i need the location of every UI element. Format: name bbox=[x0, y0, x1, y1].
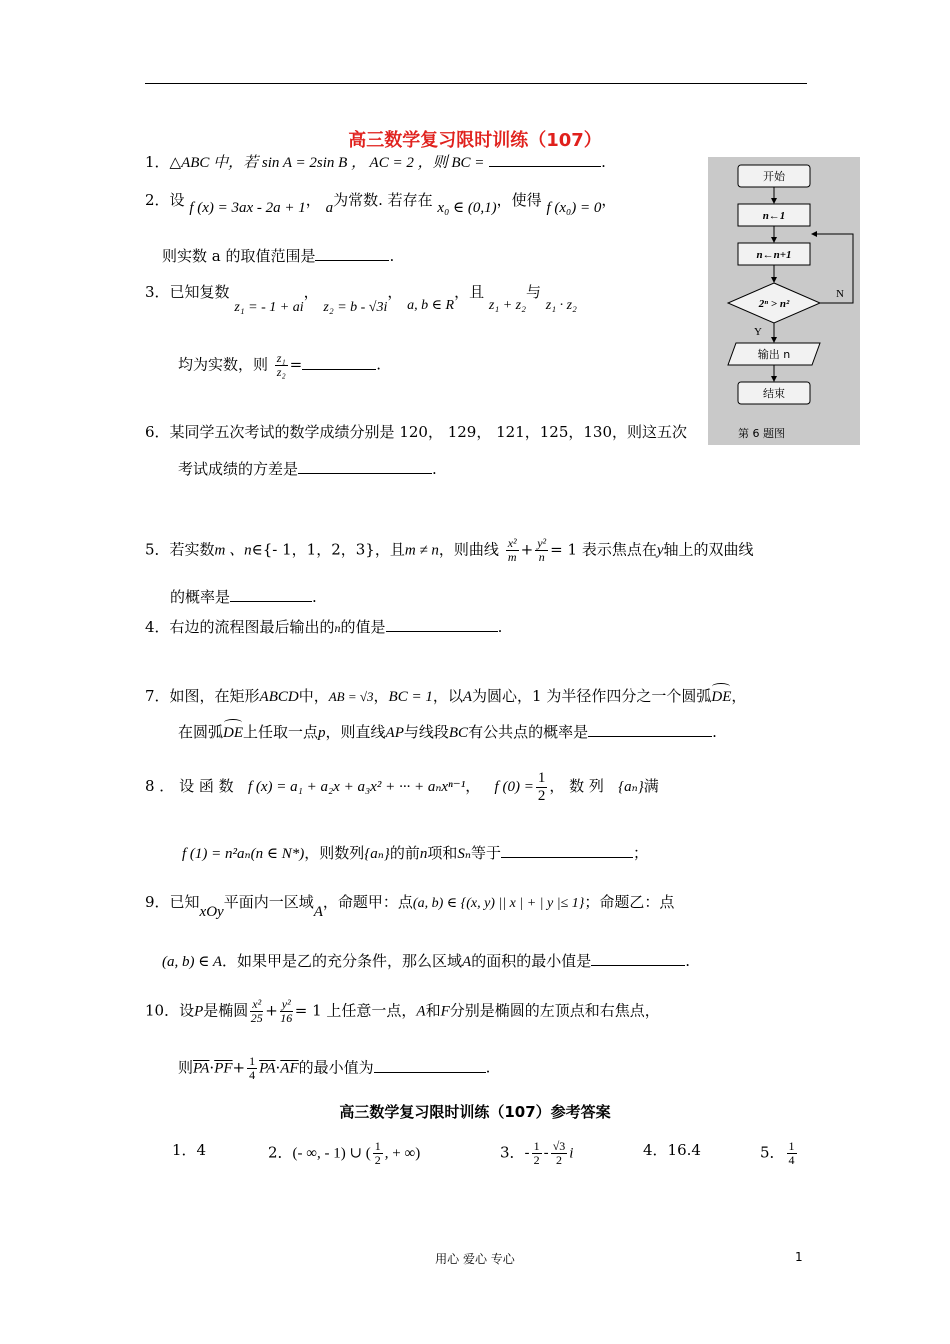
answer-2: 2．(- ∞, - 1) ∪ ( $\frac{1}{2}$ , + ∞) bbox=[268, 1139, 421, 1168]
question-3-line-2: 均为实数，则 $\frac{\text{z₁}}{\text{z₂}}$ = . bbox=[178, 351, 381, 380]
svg-text:开始: 开始 bbox=[763, 170, 785, 183]
question-3-line-1: 3．已知复数 z₁ = - 1 + ai， z₂ = b - √3i， a, b ∈ R，且 z₁ + z₂与 z₁ · z₂ bbox=[145, 283, 577, 315]
header-rule bbox=[145, 83, 807, 84]
page-number: 1 bbox=[795, 1250, 803, 1264]
question-5-line-1: 5．若实数m 、n∈{- 1，1，2，3}，且m ≠ n，则曲线 $\frac{\text{x²}}{m}$ + $\frac{\text{y²}}{n}$ = 1 表示焦点在y轴上的双曲线 bbox=[145, 536, 754, 565]
q3-with: 与 bbox=[525, 283, 541, 301]
question-7-line-1: 7．如图，在矩形ABCD中，AB = √3，BC = 1，以A为圆心，1 为半径作四分之一个圆弧DE， bbox=[145, 687, 747, 705]
q10-y-fraction: $\frac{\text{y²}}{16}$ bbox=[280, 997, 293, 1026]
q10-quarter: $\frac{1}{4}$ bbox=[249, 1054, 256, 1083]
q3-z1: z₁ = - 1 + ai bbox=[234, 300, 304, 315]
q2-function: f (x) = 3ax - 2a + 1 bbox=[189, 200, 306, 216]
q3-prod: z₁ · z₂ bbox=[545, 298, 577, 313]
q6-ask: 考试成绩的方差是 bbox=[178, 460, 299, 478]
question-6-line-2: 考试成绩的方差是 . bbox=[178, 460, 437, 478]
q2-x0: x₀ ∈ (0,1) bbox=[437, 200, 497, 216]
answer-3: 3．- $\frac{1}{2}$ - $\frac{√3}{2}$ i bbox=[500, 1139, 574, 1168]
question-10-line-1: 10．设P是椭圆 $\frac{\text{x²}}{25}$ + $\frac{\text{y²}}{16}$ = 1 上任意一点，A和F分别是椭圆的左顶点和右焦点， bbox=[145, 997, 660, 1026]
answer-1: 1．4 bbox=[172, 1141, 207, 1159]
flow-start-node bbox=[738, 165, 810, 187]
q2-comma2: ， bbox=[601, 191, 617, 209]
q4-answer-blank[interactable] bbox=[386, 617, 498, 632]
flow-init-node bbox=[738, 204, 810, 226]
q1-answer-blank[interactable] bbox=[489, 152, 601, 167]
footer: 用心 爱心 专心 bbox=[435, 1252, 515, 1266]
q3-sum: z₁ + z₂ bbox=[488, 298, 526, 313]
q3-ab: a, b ∈ R bbox=[407, 298, 455, 313]
q2-such: ，使得 bbox=[496, 191, 542, 209]
q7-answer-blank[interactable] bbox=[588, 722, 712, 737]
svg-text:2ⁿ > n²: 2ⁿ > n² bbox=[758, 298, 790, 310]
question-8-line-1: 8 ． 设 函 数 f (x) = a₁ + a₂x + a₃x² + ··· + aₙxⁿ⁻¹， f (0) = $\frac{1}{2}$ ， 数 列 {aₙ}满 bbox=[145, 770, 659, 804]
question-2-line-2: 则实数 a 的取值范围是 . bbox=[162, 247, 395, 265]
q3-answer-blank[interactable] bbox=[302, 355, 376, 370]
q8-answer-blank[interactable] bbox=[501, 843, 633, 858]
q5-y-fraction: $\frac{\text{y²}}{n}$ bbox=[537, 536, 547, 565]
q6-answer-blank[interactable] bbox=[298, 459, 432, 474]
question-5-line-2: 的概率是 . bbox=[170, 588, 317, 606]
q10-x-fraction: $\frac{\text{x²}}{25}$ bbox=[250, 997, 263, 1026]
question-9-line-2: (a, b) ∈ A．如果甲是乙的充分条件，那么区域A的面积的最小值是 . bbox=[162, 952, 690, 970]
q3-eq: = bbox=[289, 355, 303, 374]
question-6-line-1: 6．某同学五次考试的数学成绩分别是 120， 129， 121，125，130，则这五次 bbox=[145, 423, 688, 441]
q2-a: a bbox=[325, 200, 334, 216]
q5-x-fraction: $\frac{\text{x²}}{m}$ bbox=[507, 536, 517, 565]
q2-const: 为常数. 若存在 bbox=[333, 191, 433, 209]
question-9-line-1: 9．已知xOy平面内一区域A，命题甲：点(a, b) ∈ {(x, y) || x | + | y |≤ 1}；命题乙：点 bbox=[145, 893, 675, 920]
page-title: 高三数学复习限时训练（107） bbox=[348, 130, 602, 151]
q1-text: △ABC 中，若 sin A = 2sin B ， AC = 2 ，则 BC = bbox=[169, 155, 485, 171]
q3-number: 3．已知复数 bbox=[145, 283, 230, 301]
answer-4: 4．16.4 bbox=[643, 1141, 701, 1159]
q5-answer-blank[interactable] bbox=[230, 587, 312, 602]
flow-yes-label: Y bbox=[754, 326, 762, 338]
q2-number: 2．设 bbox=[145, 191, 185, 209]
question-4: 4．右边的流程图最后输出的n的值是 . bbox=[145, 618, 503, 636]
flow-no-label: N bbox=[836, 288, 844, 300]
question-2-line-1 bbox=[145, 190, 617, 216]
answers-title: 高三数学复习限时训练（107）参考答案 bbox=[339, 1103, 611, 1121]
svg-text:输出 n: 输出 n bbox=[757, 348, 791, 361]
q2-comma: ， bbox=[305, 191, 321, 209]
flowchart-figure bbox=[708, 157, 860, 445]
question-8-line-2: f (1) = n²aₙ(n ∈ N*)，则数列{aₙ}的前n项和Sₙ等于 ； bbox=[182, 844, 648, 862]
question-1: 1．△ABC 中，若 sin A = 2sin B ， AC = 2 ，则 BC = . bbox=[145, 153, 606, 171]
q3-and: ，且 bbox=[454, 283, 485, 301]
answer-5: 5． $\frac{1}{4}$ bbox=[760, 1139, 795, 1168]
q2-fx0: f (x₀) = 0 bbox=[546, 200, 602, 216]
flow-end-node bbox=[738, 382, 810, 404]
flow-increment-node bbox=[738, 243, 810, 265]
q10-answer-blank[interactable] bbox=[374, 1058, 486, 1073]
q1-number: 1． bbox=[145, 153, 170, 171]
svg-text:n←n+1: n←n+1 bbox=[756, 249, 792, 261]
flow-caption: 第 6 题图 bbox=[738, 427, 785, 440]
q3-fraction: $\frac{\text{z₁}}{\text{z₂}}$ bbox=[276, 351, 286, 380]
q2-ask: 则实数 a 的取值范围是 bbox=[162, 247, 316, 265]
q8-fraction: $\frac{1}{2}$ bbox=[537, 770, 546, 804]
q9-answer-blank[interactable] bbox=[591, 951, 685, 966]
svg-text:n←1: n←1 bbox=[762, 210, 786, 222]
svg-text:结束: 结束 bbox=[763, 387, 785, 400]
flow-output-node bbox=[728, 343, 820, 365]
q3-z2: z₂ = b - √3i bbox=[323, 300, 388, 315]
q2-answer-blank[interactable] bbox=[315, 246, 389, 261]
q3-ask: 均为实数，则 bbox=[178, 355, 269, 374]
question-10-line-2: 则$\overline{PA}\cdot\overline{PF}+$ $\frac{1}{4}$ $\overline{PA}\cdot\overline{AF}$的最小值为 . bbox=[178, 1054, 491, 1083]
question-7-line-2: 在圆弧DE上任取一点p，则直线AP与线段BC有公共点的概率是 . bbox=[178, 723, 717, 741]
